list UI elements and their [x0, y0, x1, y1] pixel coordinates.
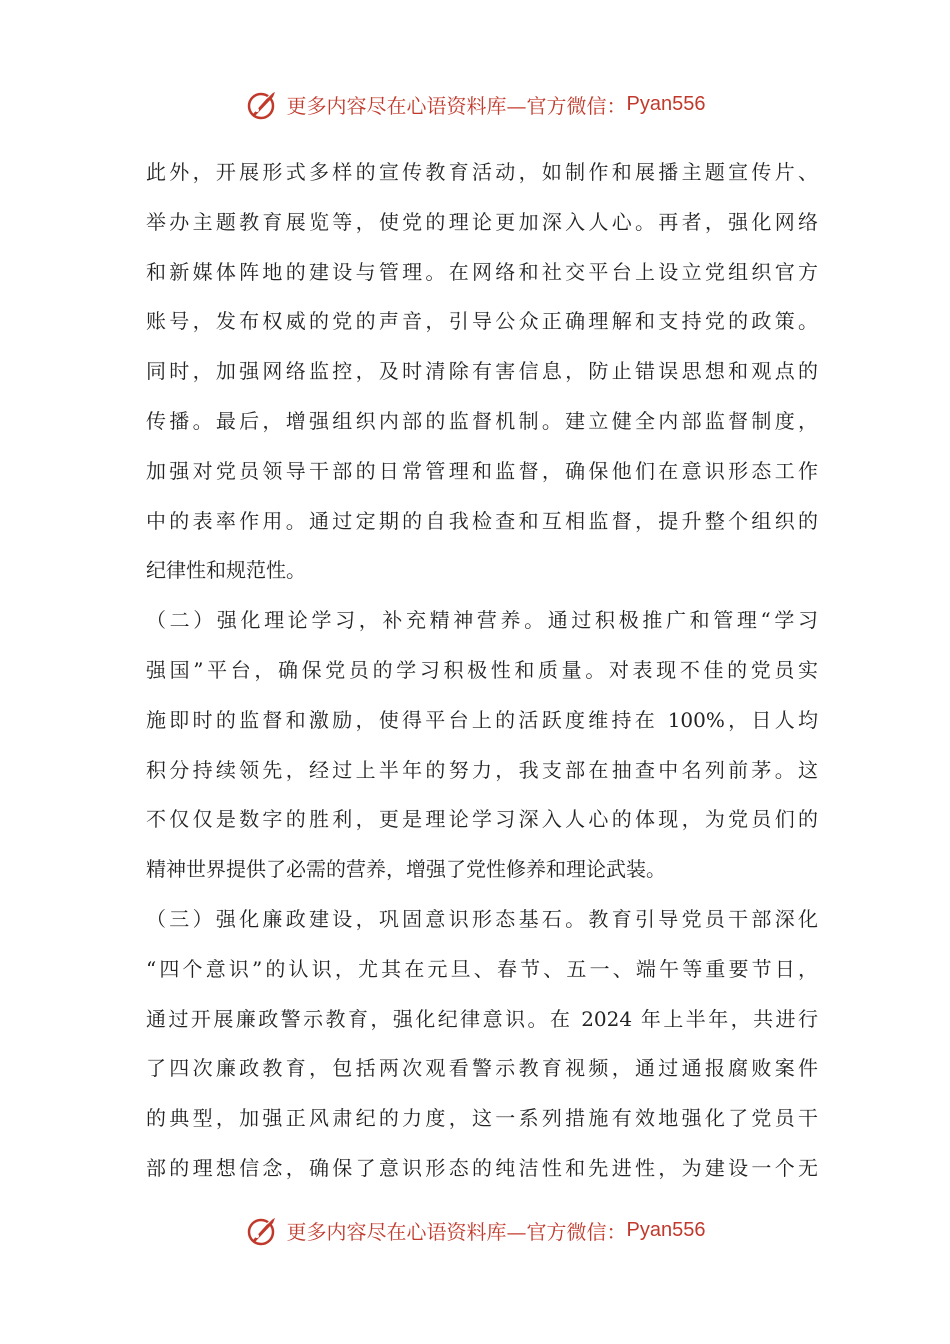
footer-banner-text: 更多内容尽在心语资料库—官方微信：: [286, 1219, 627, 1244]
header-banner-text: 更多内容尽在心语资料库—官方微信：: [286, 93, 627, 118]
text-line: 和新媒体阵地的建设与管理。在网络和社交平台上设立党组织官方: [146, 259, 818, 284]
text-line: 纪律性和规范性。: [146, 558, 306, 583]
text-line: 强国”平台，确保党员的学习积极性和质量。对表现不佳的党员实: [146, 657, 818, 682]
document-body: [146, 148, 818, 1194]
text-line: 积分持续领先，经过上半年的努力，我支部在抽查中名列前茅。这: [146, 757, 818, 782]
text-line: 传播。最后，增强组织内部的监督机制。建立健全内部监督制度，: [146, 408, 818, 433]
text-line: 同时，加强网络监控，及时清除有害信息，防止错误思想和观点的: [146, 359, 818, 384]
text-line: 了四次廉政教育，包括两次观看警示教育视频，通过通报腐败案件: [146, 1056, 818, 1081]
footer-banner-wechat: Pyan556: [626, 1218, 706, 1241]
text-line: 举办主题教育展览等，使党的理论更加深入人心。再者，强化网络: [146, 209, 818, 234]
text-line: 施即时的监督和激励，使得平台上的活跃度维持在 100%，日人均: [146, 707, 818, 732]
text-line: 部的理想信念，确保了意识形态的纯洁性和先进性，为建设一个无: [146, 1155, 818, 1180]
text-line: 通过开展廉政警示教育，强化纪律意识。在 2024 年上半年，共进行: [146, 1006, 818, 1031]
text-line: （三）强化廉政建设，巩固意识形态基石。教育引导党员干部深化: [146, 906, 818, 931]
text-line: 中的表率作用。通过定期的自我检查和互相监督，提升整个组织的: [146, 508, 818, 533]
text-line: “四个意识”的认识，尤其在元旦、春节、五一、端午等重要节日，: [146, 956, 818, 981]
header-banner-wechat: Pyan556: [626, 92, 706, 115]
header-banner: [0, 84, 950, 124]
text-line: （二）强化理论学习，补充精神营养。通过积极推广和管理“学习: [146, 608, 818, 633]
pen-logo-icon: [245, 1212, 281, 1248]
text-line: 加强对党员领导干部的日常管理和监督，确保他们在意识形态工作: [146, 458, 818, 483]
pen-logo-icon: [245, 86, 281, 122]
text-line: 此外，开展形式多样的宣传教育活动，如制作和展播主题宣传片、: [146, 160, 818, 184]
text-line: 账号，发布权威的党的声音，引导公众正确理解和支持党的政策。: [146, 309, 818, 334]
text-line: 精神世界提供了必需的营养，增强了党性修养和理论武装。: [146, 857, 666, 882]
text-line: 不仅仅是数字的胜利，更是理论学习深入人心的体现，为党员们的: [146, 807, 818, 832]
footer-banner: [0, 1210, 950, 1250]
text-line: 的典型，加强正风肃纪的力度，这一系列措施有效地强化了党员干: [146, 1106, 818, 1131]
